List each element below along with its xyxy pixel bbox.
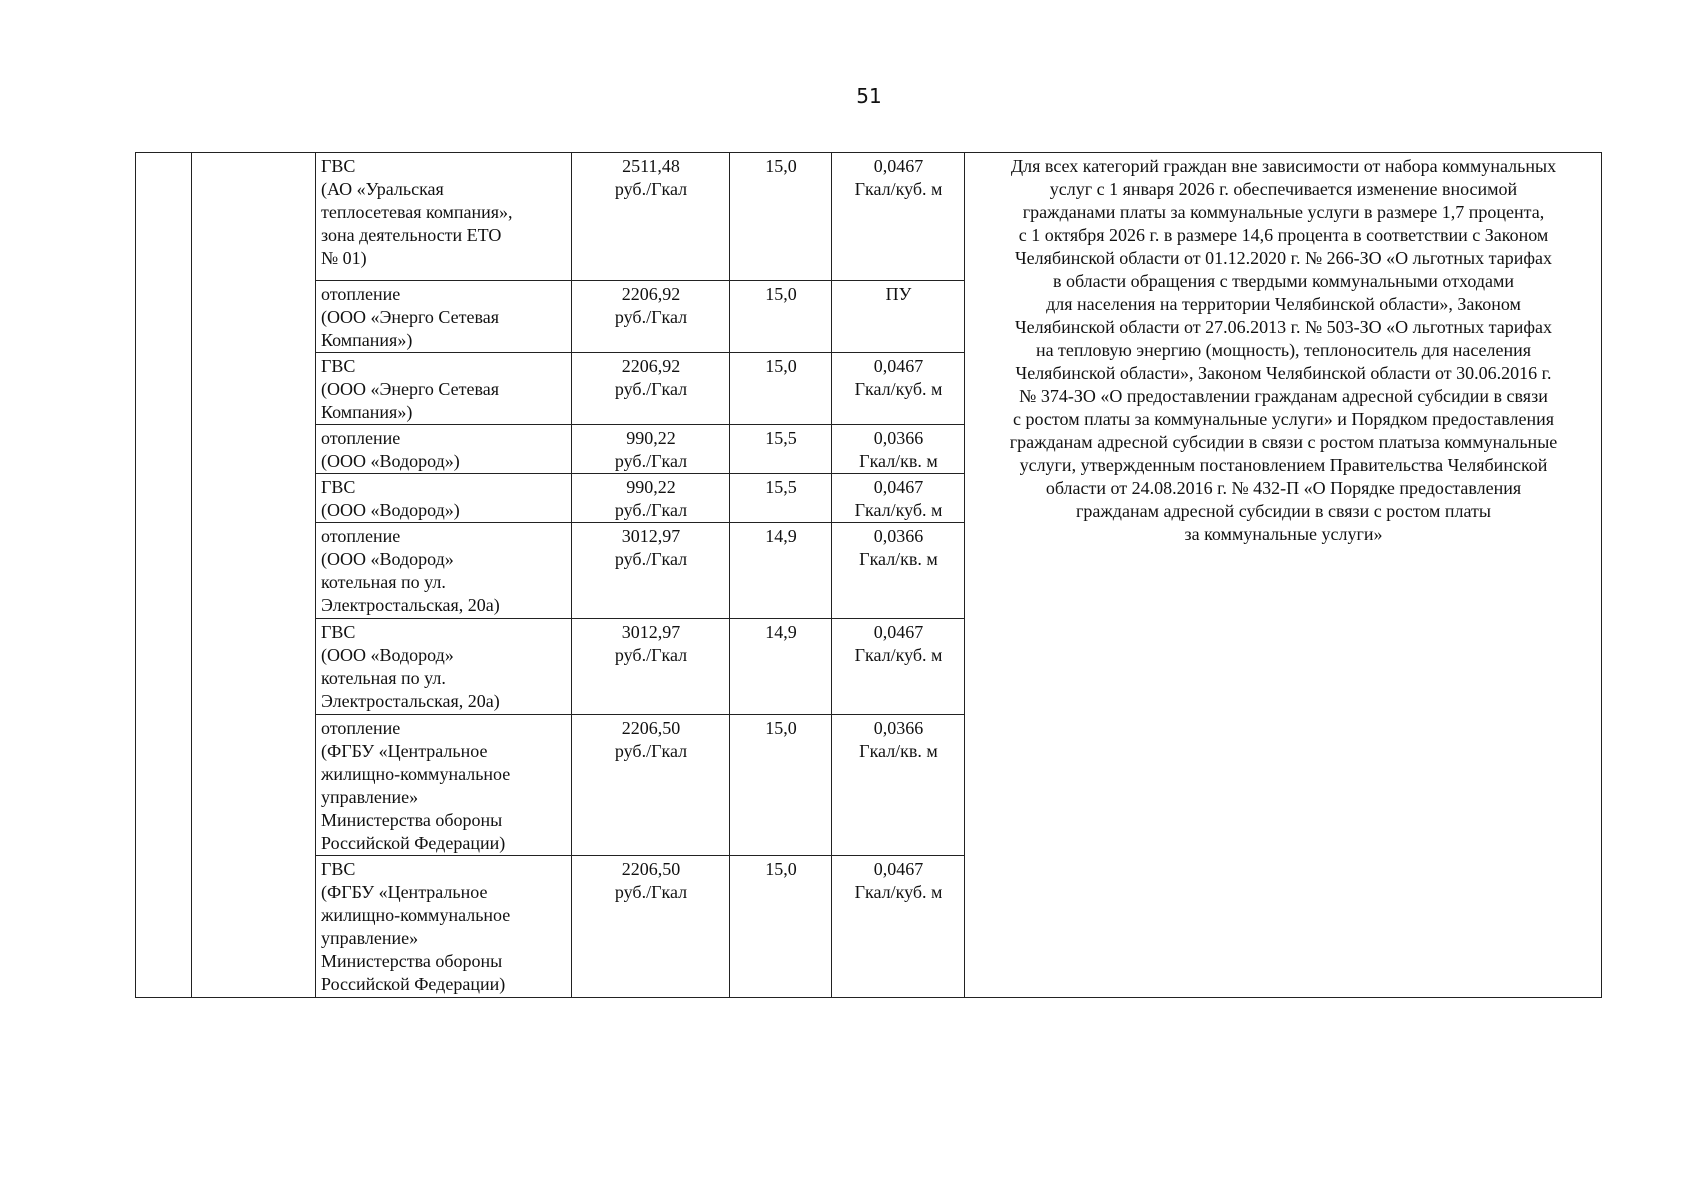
service-line: (ФГБУ «Центральное [321,741,488,761]
tariff-line: 2206,50 [621,859,681,879]
note-line: с ростом платы за коммунальные услуги» и Порядком предоставления [1012,409,1555,429]
norm-line: Гкал/кв. м [859,549,938,569]
norm-cell [832,523,965,619]
percent-cell: 15,0 [730,281,832,353]
norm-line: 0,0366 [873,428,924,448]
service-line: котельная по ул. [321,668,446,688]
service-line: отопление [321,526,401,546]
service-line: (ООО «Водород» [321,549,454,569]
note-line: Челябинской области от 27.06.2013 г. № 503-ЗО «О льготных тарифах [1014,317,1552,337]
service-cell [316,856,572,998]
norm-line: 0,0366 [873,718,924,738]
service-line: (АО «Уральская [321,179,444,199]
norm-cell [832,856,965,998]
service-line: ГВС [321,622,356,642]
note-line: Челябинской области», Законом Челябинской области от 30.06.2016 г. [1015,363,1552,383]
service-cell [316,474,572,523]
percent-cell: 15,0 [730,153,832,281]
service-line: жилищно-коммунальное [321,764,511,784]
percent-cell: 14,9 [730,523,832,619]
note-line: Для всех категорий граждан вне зависимости от набора коммунальных [1010,156,1557,176]
note-line: № 374-ЗО «О предоставлении гражданам адресной субсидии в связи [1019,386,1548,406]
service-cell [316,523,572,619]
note-line: на тепловую энергию (мощность), теплоноситель для населения [1035,340,1532,360]
norm-line: Гкал/куб. м [854,882,943,902]
service-line: Российской Федерации) [321,833,506,853]
service-line: Электростальская, 20а) [321,595,500,615]
service-line: (ООО «Водород») [321,500,460,520]
tariff-cell [572,856,730,998]
tariff-line: 3012,97 [621,526,681,546]
norm-line: Гкал/куб. м [854,500,943,520]
service-line: Компания») [321,330,413,350]
service-line: Российской Федерации) [321,974,506,994]
table-row [136,153,1602,281]
service-line: (ООО «Водород» [321,645,454,665]
norm-cell [832,353,965,425]
norm-line: Гкал/кв. м [859,451,938,471]
note-line: гражданам адресной субсидии в связи с ростом платы [1075,501,1491,521]
service-line: (ООО «Энерго Сетевая [321,379,500,399]
tariff-line: 2206,50 [621,718,681,738]
norm-line: 0,0467 [873,477,924,497]
service-line: зона деятельности ЕТО [321,225,502,245]
percent-cell: 15,0 [730,715,832,856]
table-body [136,153,1602,998]
tariff-table [135,152,1602,998]
tariff-cell [572,619,730,715]
service-line: отопление [321,718,401,738]
tariff-line: руб./Гкал [614,549,688,569]
tariff-cell [572,715,730,856]
tariff-line: руб./Гкал [614,379,688,399]
service-cell [316,353,572,425]
service-cell [316,153,572,281]
norm-cell [832,425,965,474]
service-line: (ООО «Водород») [321,451,460,471]
service-line: жилищно-коммунальное [321,905,511,925]
note-line: с 1 октября 2026 г. в размере 14,6 процента в соответствии с Законом [1018,225,1549,245]
note-line: для населения на территории Челябинской области», Законом [1046,294,1521,314]
territory-cell [192,153,316,998]
percent-cell: 15,0 [730,353,832,425]
norm-line: 0,0467 [873,356,924,376]
norm-line: Гкал/куб. м [854,645,943,665]
tariff-line: 2511,48 [622,156,680,176]
note-line: области от 24.08.2016 г. № 432-П «О Порядке предоставления [1045,478,1522,498]
service-line: (ФГБУ «Центральное [321,882,488,902]
tariff-cell [572,281,730,353]
tariff-cell [572,474,730,523]
service-cell [316,425,572,474]
norm-line: Гкал/кв. м [859,741,938,761]
note-cell [965,153,1602,998]
service-line: управление» [321,787,419,807]
tariff-line: 2206,92 [621,356,681,376]
service-line: Электростальская, 20а) [321,691,500,711]
tariff-line: 3012,97 [621,622,681,642]
norm-cell [832,153,965,281]
service-line: отопление [321,428,401,448]
service-line: ГВС [321,477,356,497]
service-line: (ООО «Энерго Сетевая [321,307,500,327]
service-line: № 01) [321,248,367,268]
service-cell [316,281,572,353]
service-line: отопление [321,284,401,304]
row-number-cell [136,153,192,998]
note-line: гражданами платы за коммунальные услуги в размере 1,7 процента, [1022,202,1545,222]
tariff-line: 990,22 [626,428,676,448]
norm-cell [832,281,965,353]
note-line: услуг с 1 января 2026 г. обеспечивается изменение вносимой [1049,179,1518,199]
service-line: теплосетевая компания», [321,202,513,222]
norm-cell [832,474,965,523]
service-line: ГВС [321,156,356,176]
tariff-cell [572,523,730,619]
service-line: Компания») [321,402,413,422]
norm-cell [832,619,965,715]
norm-line: Гкал/куб. м [854,179,943,199]
percent-cell: 15,0 [730,856,832,998]
note-line: за коммунальные услуги» [1184,524,1383,544]
tariff-line: руб./Гкал [614,307,688,327]
service-cell [316,715,572,856]
service-line: ГВС [321,356,356,376]
note-line: услуги, утвержденным постановлением Правительства Челябинской [1019,455,1548,475]
tariff-line: руб./Гкал [614,500,688,520]
tariff-cell [572,425,730,474]
tariff-cell [572,153,730,281]
note-line: Челябинской области от 01.12.2020 г. № 266-ЗО «О льготных тарифах [1014,248,1552,268]
service-line: управление» [321,928,419,948]
norm-line: 0,0467 [873,622,924,642]
service-cell [316,619,572,715]
norm-line: 0,0467 [873,859,924,879]
tariff-line: 2206,92 [621,284,681,304]
norm-line: 0,0467 [873,156,924,176]
service-line: котельная по ул. [321,572,446,592]
percent-cell: 15,5 [730,425,832,474]
tariff-line: 990,22 [626,477,676,497]
note-line: в области обращения с твердыми коммунальными отходами [1052,271,1515,291]
note-line: гражданам адресной субсидии в связи с ростом платыза коммунальные [1009,432,1558,452]
tariff-line: руб./Гкал [614,645,688,665]
norm-cell [832,715,965,856]
service-line: Министерства обороны [321,951,503,971]
tariff-line: руб./Гкал [614,741,688,761]
service-line: Министерства обороны [321,810,503,830]
tariff-line: руб./Гкал [614,882,688,902]
tariff-line: руб./Гкал [614,451,688,471]
tariff-line: руб./Гкал [614,179,688,199]
norm-line: 0,0366 [873,526,924,546]
norm-line: ПУ [885,284,912,304]
norm-line: Гкал/куб. м [854,379,943,399]
tariff-cell [572,353,730,425]
percent-cell: 14,9 [730,619,832,715]
page-number: 51 [856,84,882,108]
service-line: ГВС [321,859,356,879]
percent-cell: 15,5 [730,474,832,523]
